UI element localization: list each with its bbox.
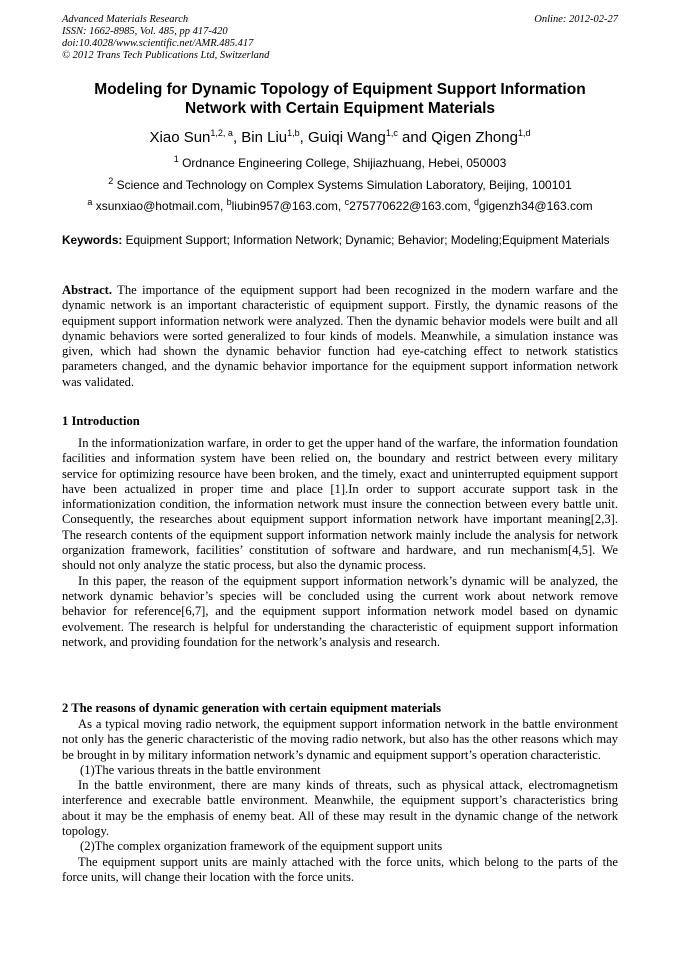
email-sup: b: [226, 197, 232, 207]
paper-title: [62, 80, 618, 118]
journal-header: [62, 14, 618, 62]
author-sep: and: [397, 129, 432, 146]
section-2-heading: 2 The reasons of dynamic generation with certain equipment materials: [62, 701, 442, 715]
email-sup: a: [87, 197, 93, 207]
subheading: (1)The various threats in the battle environment: [80, 762, 321, 777]
affiliation-sup: 2: [108, 176, 114, 186]
author-list: [62, 128, 618, 148]
author-name: Xiao Sun: [149, 129, 211, 146]
email-address: liubin957@163.com,: [231, 199, 345, 213]
title-line-1: Modeling for Dynamic Topology of Equipment Support Information: [94, 81, 586, 98]
author-sup: 1,c: [385, 128, 398, 138]
paragraph: As a typical moving radio network, the equipment support information network in the battle environment not only has the generic characteristic of the moving radio network, but also has the other reasons which may be brought in by military information network’s dynamic and equipment support’s operation characteristic.: [62, 717, 618, 762]
paragraph: In the informationization warfare, in order to get the upper hand of the warfare, the information foundation facilities and information system have been relied on, the boundary and restrict between every military service for optimizing resource have been broken, and the timely, exact and uninterrupted equipment support have been actualized in proper time and place [1].In order to support accurate support task in the informationization condition, the information network must insure the connection between every battle unit. Consequently, the researches about equipment support information network have important meaning[2,3]. The research contents of the equipment support information network mainly include the analysis for network organization framework, facilities’ constitution of software and hardware, and run mechanism[4,5]. We should not only analyze the static process, but also the dynamic process.: [62, 436, 618, 573]
email-list: [40, 198, 640, 214]
journal-name: Advanced Materials Research: [62, 14, 189, 25]
email-address: gigenzh34@163.com: [479, 199, 593, 213]
doi-line: doi:10.4028/www.scientific.net/AMR.485.417: [62, 38, 254, 49]
section-1-body: [62, 436, 618, 650]
keywords-label: Keywords:: [62, 233, 123, 247]
affiliation-text: Ordnance Engineering College, Shijiazhuang, Hebei, 050003: [182, 156, 507, 170]
copyright-line: © 2012 Trans Tech Publications Ltd, Switzerland: [62, 50, 270, 61]
affiliation-1: [40, 155, 640, 171]
section-2-body: [62, 717, 618, 885]
keywords-text: Equipment Support; Information Network; Dynamic; Behavior; Modeling;Equipment Materials: [122, 233, 610, 247]
abstract: [62, 283, 618, 390]
email-address: 275770622@163.com,: [349, 199, 475, 213]
author-sup: 1,2, a: [210, 128, 233, 138]
section-1-heading: 1 Introduction: [62, 414, 140, 428]
author-name: Bin Liu: [241, 129, 288, 146]
affiliation-text: Science and Technology on Complex Systems Simulation Laboratory, Beijing, 100101: [116, 178, 572, 192]
affiliation-2: [40, 177, 640, 193]
email-sup: c: [344, 197, 350, 207]
title-line-2: Network with Certain Equipment Materials: [184, 100, 496, 117]
online-date: Online: 2012-02-27: [534, 14, 618, 25]
author-sep: ,: [299, 129, 309, 146]
affiliation-sup: 1: [173, 154, 179, 164]
email-sup: d: [474, 197, 480, 207]
abstract-text: The importance of the equipment support had been recognized in the modern warfare and the dynamic network is an important characteristic of equipment support. Firstly, the dynamic reasons of the equipment support information network were analyzed. Then the dynamic behavior models were built and all dynamic behaviors were sorted generalized to four kinds of models. Meanwhile, a simulation instance was given, which had shown the dynamic behavior function had eye-catching effect to network statistics parameters changed, and the dynamic behavior importance for the equipment support information network was validated.: [62, 283, 618, 389]
author-sep: ,: [232, 129, 242, 146]
author-sup: 1,d: [517, 128, 531, 138]
keywords: [62, 233, 618, 248]
author-name: Guiqi Wang: [308, 129, 386, 146]
paragraph: In this paper, the reason of the equipment support information network’s dynamic will be analyzed, the network dynamic behavior’s species will be concluded using the current work about network remove behavior for reference[6,7], and the equipment support information network model based on dynamic evolvement. The research is helpful for understanding the characteristic of equipment support information network, and providing foundation for the network’s analysis and research.: [62, 573, 618, 649]
paragraph: The equipment support units are mainly attached with the force units, which belong to the parts of the force units, will change their location with the force units.: [62, 854, 618, 884]
paragraph: In the battle environment, there are many kinds of threats, such as physical attack, electromagnetism interference and execrable battle environment. Meanwhile, the equipment support’s characteristics bring about it may be the emphasis of enemy beat. All of these may result in the dynamic change of the network topology.: [62, 778, 618, 839]
author-sup: 1,b: [287, 128, 300, 138]
issn-line: ISSN: 1662-8985, Vol. 485, pp 417-420: [62, 26, 228, 37]
author-name: Qigen Zhong: [431, 129, 518, 146]
email-address: xsunxiao@hotmail.com,: [95, 199, 227, 213]
abstract-label: Abstract.: [62, 283, 113, 297]
subheading: (2)The complex organization framework of the equipment support units: [80, 839, 443, 854]
